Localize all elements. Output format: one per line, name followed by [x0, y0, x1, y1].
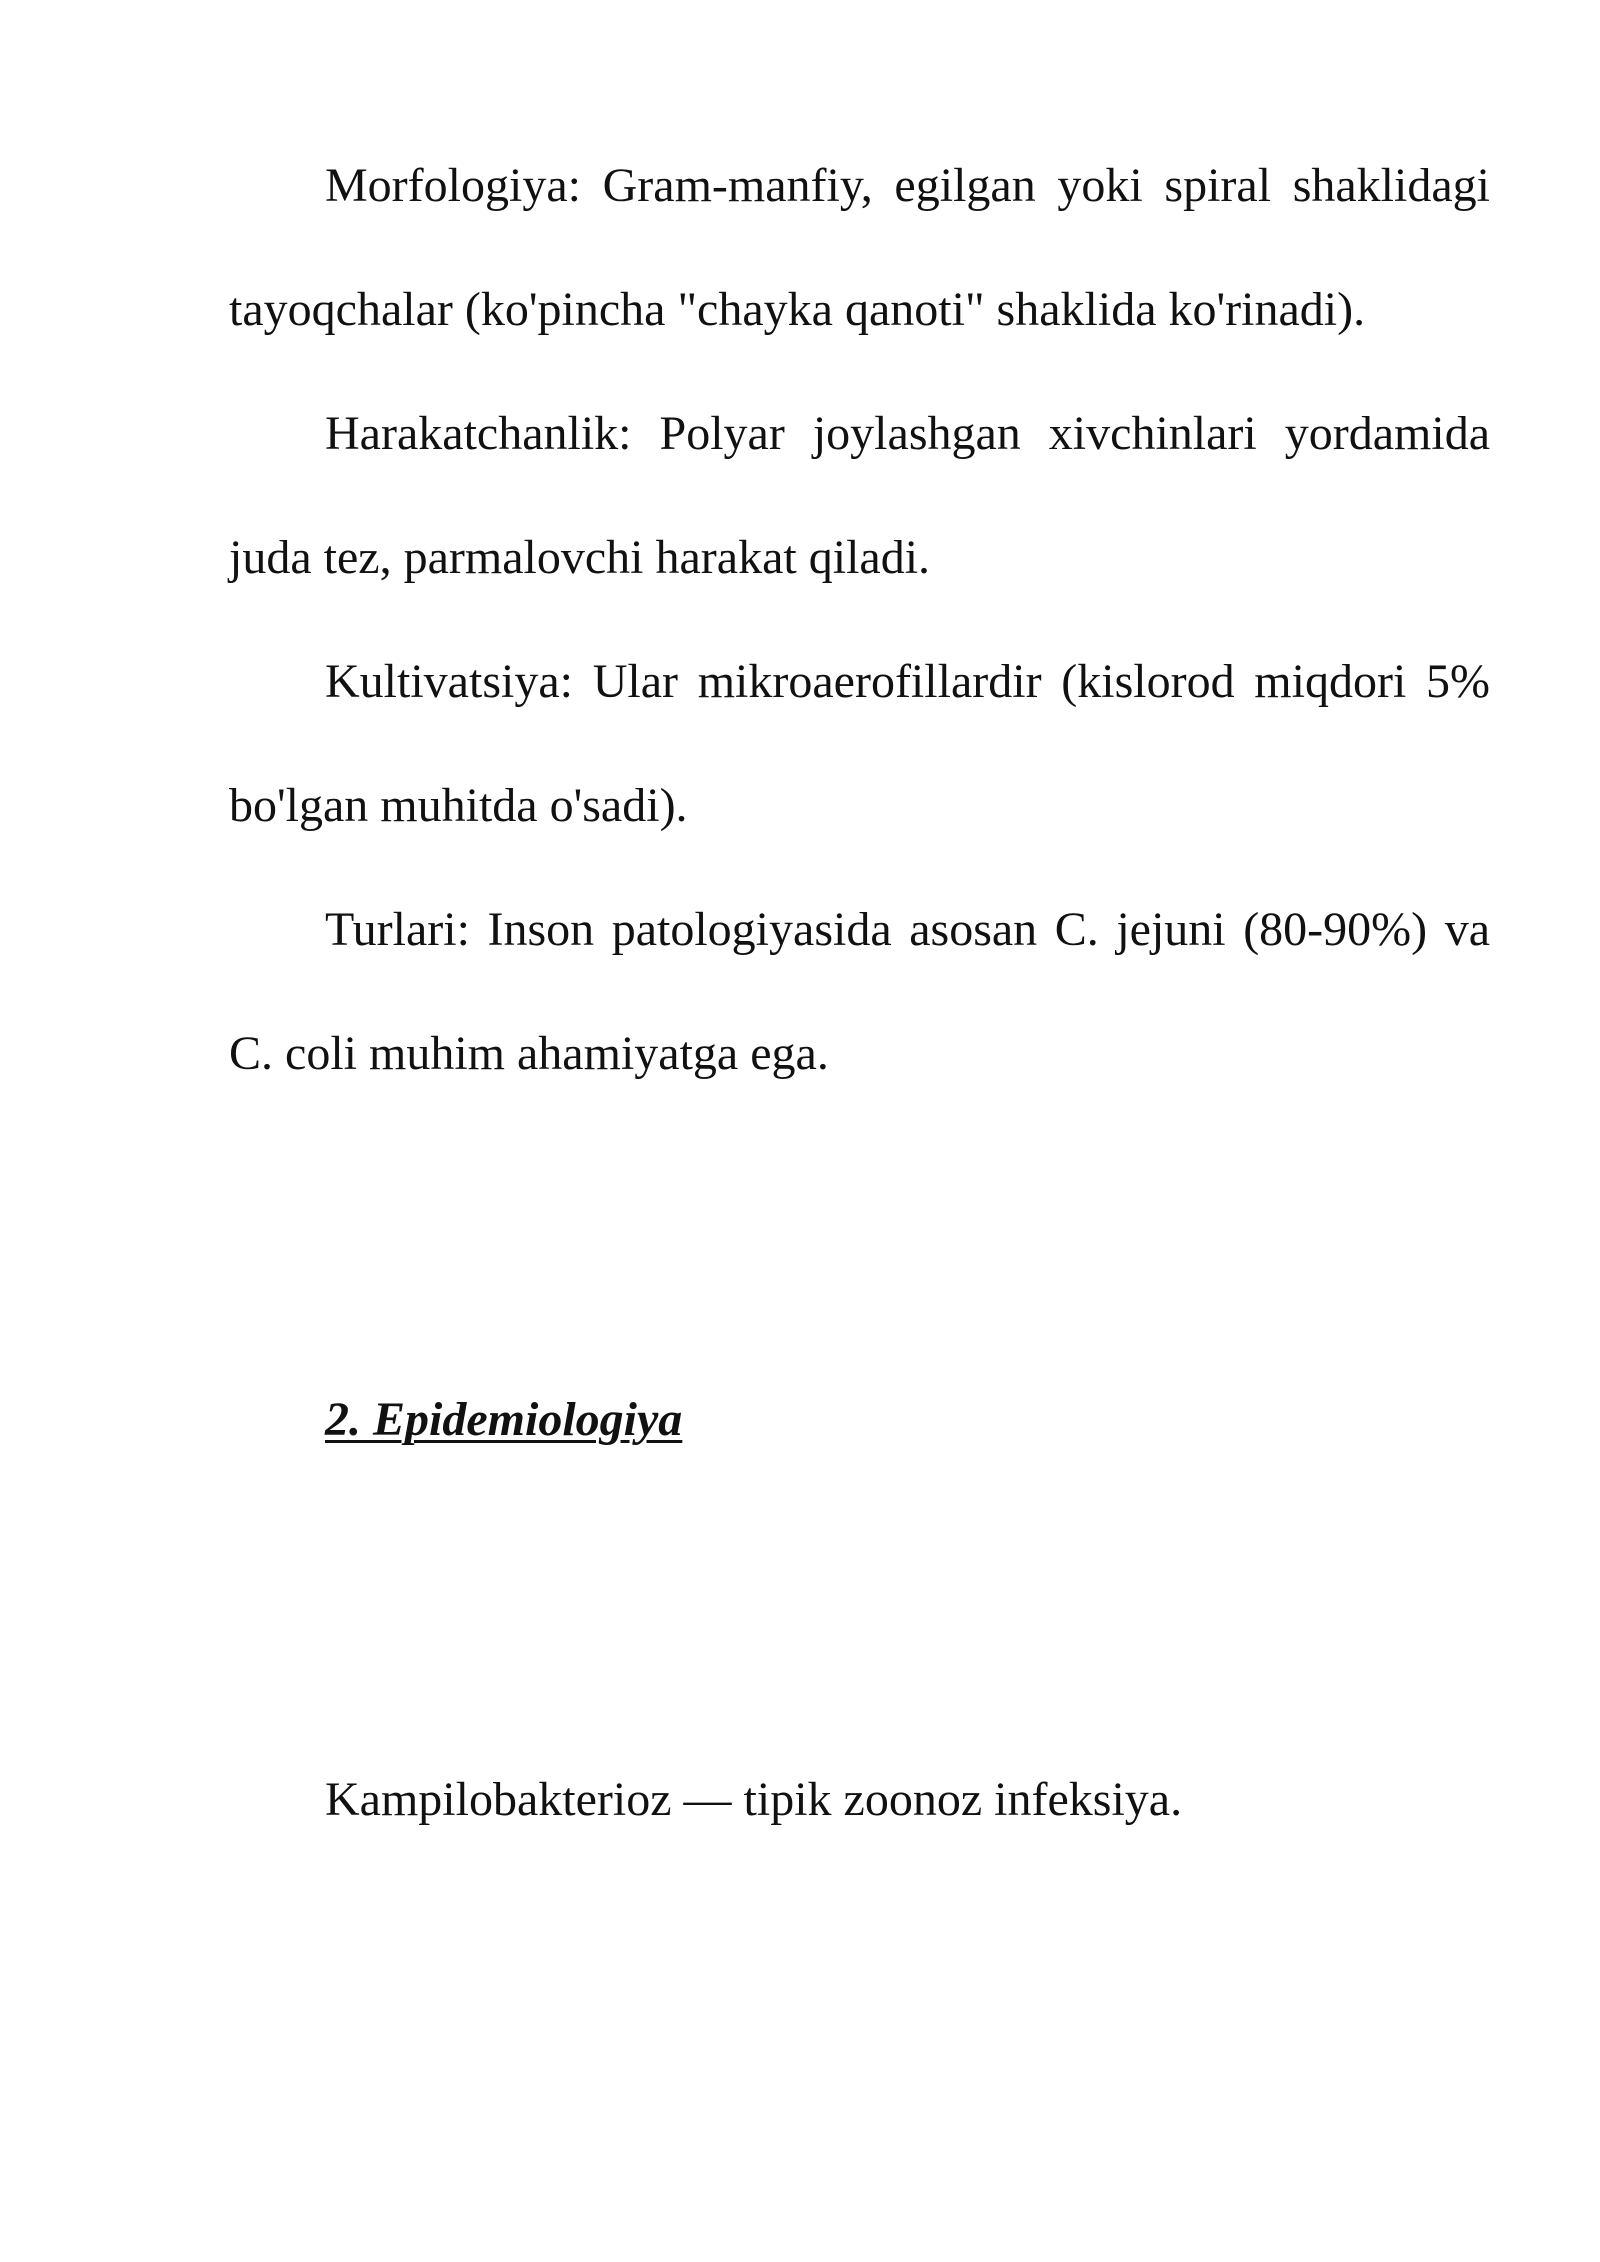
paragraph-turlari: Turlari: Inson patologiyasida asosan C. jejuni (80-90%) va C. coli muhim ahamiyatga ega.: [229, 903, 1490, 1080]
body-text: [229, 124, 1490, 1116]
paragraph-kultivatsiya: Kultivatsiya: Ular mikroaerofillardir (kislorod miqdori 5% bo'lgan muhitda o'sadi).: [229, 655, 1490, 832]
paragraph-harakatchanlik: Harakatchanlik: Polyar joylashgan xivchinlari yordamida juda tez, parmalovchi harakat qiladi.: [229, 407, 1490, 584]
paragraph-morfologiya: Morfologiya: Gram-manfiy, egilgan yoki spiral shaklidagi tayoqchalar (ko'pincha "chayka qanoti" shaklida ko'rinadi).: [229, 159, 1490, 336]
closing-paragraph: Kampilobakterioz — tipik zoonoz infeksiya.: [325, 1773, 1183, 1826]
section-heading: 2. Epidemiologiya: [325, 1393, 683, 1446]
